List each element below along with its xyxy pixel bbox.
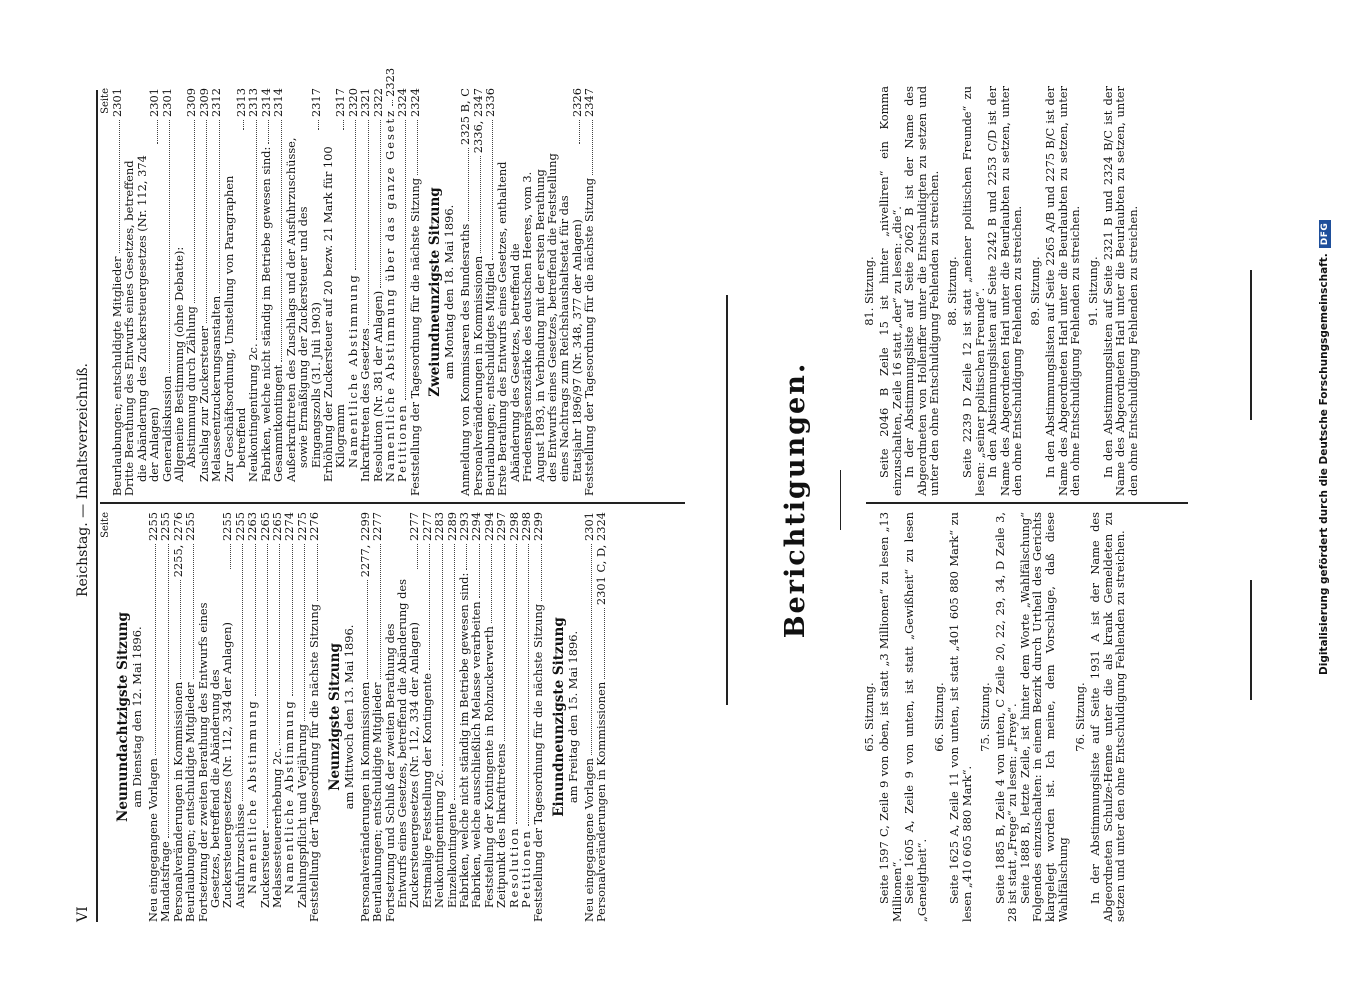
leader-dots [318,120,319,130]
correction-paragraph: In den Abstimmungslisten auf Seite 2321 B und 2324 B/C ist der Name des Abgeordneten Harl unter die Beurlaubten zu setzen, unter den ohne Entschuldigung Fehlenden zu streichen. [1100,86,1140,496]
toc-entry-page: 2255 [232,512,247,541]
toc-entry-page: 2265 [270,512,285,541]
toc-right-column [100,67,597,496]
toc-entry-page: 2255 [183,512,198,541]
toc-entry-title: Personalveränderungen in Kommissionen [594,681,609,922]
toc-entry [396,88,408,496]
toc-entry-title: Beurlaubungen; entschuldigte Mitglieder [183,682,198,922]
toc-entry [246,512,258,922]
toc-entry-page: 2293 [456,512,471,541]
toc-entry [359,88,371,496]
page-number: VI [75,906,91,922]
leader-dots [458,544,467,570]
toc-entry [532,512,544,922]
toc-entry-page: 2324 [395,88,410,117]
toc-entry-title: Neu eingegangene Vorlagen [581,758,596,922]
correction-session-heading: 75. Sitzung. [977,682,992,752]
toc-entry-page: 2313 [246,88,261,117]
corrections-left-column [858,512,1127,922]
leader-dots [198,120,207,323]
toc-entry-page: 2324 [407,88,422,117]
leader-dots [347,120,356,270]
toc-entry-title: Feststellung der Tagesordnung für die nächste Sitzung [307,603,322,922]
leader-dots [271,544,280,745]
toc-entry-title: Personalveränderungen in Kommissionen [470,255,485,496]
toc-entry-page: 2294 [481,512,496,541]
leader-dots [359,120,368,325]
leader-dots [283,544,292,696]
toc-entry-title: Fabriken, welche nicht ständig im Betriebe gewesen sind: [258,146,273,482]
toc-entry-page: 2321 [358,88,373,117]
toc-entry-title: Neu eingegangene Vorlagen [146,758,160,922]
leader-dots [343,120,344,130]
leader-dots [234,544,243,801]
toc-entry-page: 2289 [444,512,459,541]
correction-paragraph: In den Abstimmungslisten auf Seite 2265 A/B und 2275 B/C ist der Name des Abgeordneten Harl unter die Beurlaubten zu setzen, unter den ohne Entschuldigung Fehlenden zu streichen. [1042,86,1083,496]
toc-entry-page: 2313 [234,88,249,117]
leader-dots [184,544,193,680]
session-title: Zweiundneunzigste Sitzung [427,187,444,397]
correction-paragraph: Seite 1597 C, Zeile 9 von oben, ist statt „3 Millionen“ zu lesen „13 Millionen“. [877,512,904,922]
toc-entry-page: 2320 [345,88,360,117]
toc-entry-title: Petitionen [395,403,410,482]
leader-dots [508,544,517,824]
session-title: Einundneunzigste Sitzung [550,617,567,817]
corrections-heading: Berichtigungen. [780,361,811,639]
toc-entry-title: Beurlaubungen; entschuldigte Mitglieder [110,256,124,496]
toc-entry-page: 2347 [582,88,597,117]
toc-entry-title: Namentliche Abstimmung [245,699,260,894]
toc-entry-title: Fabriken, welche ausschließlich Melasse verarbeiten [469,601,484,908]
toc-entry-page: 2309 [184,88,199,117]
toc-entry-page: 2277 [419,512,434,541]
leader-dots [595,608,604,679]
bottom-rule-right [1250,270,1252,420]
toc-entry-page: 2301 C, D, 2324 [594,512,609,606]
column-divider [100,503,685,505]
toc-entry [595,512,607,922]
leader-dots [230,544,231,569]
toc-entry [583,88,595,496]
toc-entry-title: Mandatsfrage [158,841,173,922]
toc-entry-page: 2297 [494,512,509,541]
leader-dots [185,120,194,303]
toc-entry [409,88,421,496]
leader-dots [583,544,592,755]
corrections-right-column [858,86,1140,496]
toc-entry-title: Fortsetzung und Schluß der zweiten Berathung des Entwurfs eines Gesetzes, betreffend die Abänderung des Zuckersteuergesetzes (Nr. 112, 334 der Anlagen) [382,579,422,922]
leader-dots [583,120,592,175]
toc-entry [371,512,383,922]
leader-dots [520,544,529,826]
toc-entry-title: Beurlaubungen; entschuldigtes Mitglied [482,262,497,496]
leader-dots [483,544,492,623]
toc-entry-page: 2298 [518,512,533,541]
toc-entry-title: Generaldiskussion [159,375,174,482]
toc-entry [283,512,295,922]
leader-dots [308,544,317,601]
toc-entry-page: 2255 [158,512,173,541]
session-date: am Montag den 18. Mai 1896. [442,204,457,380]
toc-entry-page: 2283 [432,512,447,541]
toc-entry-title: Erhöhung der Zuckersteuer auf 20 bezw. 21 Mark für 100 Kilogramm [320,146,348,482]
toc-entry-title: Gesammtkontingent [271,364,286,482]
toc-entry-page: 2301 [581,512,596,541]
toc-entry-page: 2323 [382,67,397,97]
toc-entry-page: 2309 [196,88,211,117]
corrections-divider [866,503,1188,505]
leader-dots [243,120,244,130]
leader-dots [172,580,181,679]
toc-entry-title: Zeitpunkt des Inkrafttretens [494,743,509,908]
leader-dots [484,120,493,260]
bottom-rule-left [1250,580,1252,700]
toc-entry-list [459,88,595,496]
leader-dots [459,148,468,221]
correction-paragraph: Seite 1885 B, Zeile 4 von unten, C Zeile 20, 22, 29, 34, D Zeile 3, 28 ist statt „Frege“ zu lesen: „Freye“. [992,512,1020,922]
toc-entry-page: 2265 [257,512,272,541]
session-date: am Freitag den 15. Mai 1896. [565,630,580,804]
toc-entry [433,512,445,922]
toc-entry-title: Fabriken, welche nicht ständig im Betriebe gewesen sind: [456,572,471,908]
leader-dots [396,120,405,400]
toc-entry-title: Feststellung der Tagesordnung für die nächste Sitzung [531,603,546,922]
toc-entry [322,88,347,496]
toc-entry-title: Resolution [506,826,521,908]
toc-entry-title: Feststellung der Kontingente in Rohzuckerwerth [481,626,496,908]
toc-entry-page: 2255 [146,512,160,541]
toc-entry [247,88,259,496]
toc-entry-title: Feststellung der Tagesordnung für die nächste Sitzung [407,177,422,496]
toc-entry-page: 2314 [271,88,286,117]
toc-entry-title: Außerkrafttreten des Zuschlags und der Ausfuhrzuschüsse, sowie Ermäßigung der Zuckersteuer und des Eingangszolls (31. Juli 1903) [283,137,323,482]
toc-entry-title: Einzelkontingente [444,802,459,908]
funding-credit-text: Digitalisierung gefördert durch die Deutsche Forschungsgemeinschaft. [1318,253,1330,675]
toc-entry-page: 2299 [531,512,546,541]
toc-entry-page: 2298 [506,512,521,541]
toc-entry-page: 2277 [370,512,385,541]
correction-paragraph: Seite 1605 A, Zeile 9 von unten, ist statt „Gewißheit“ zu lesen „Genelgtheit“. [902,512,929,922]
session-title: Neunundachtzigste Sitzung [115,612,131,822]
toc-entry-page: 2322 [370,88,385,117]
session-date: am Mittwoch den 13. Mai 1896. [341,624,356,810]
running-title: Reichstag. — Inhaltsverzeichniß. [75,363,91,598]
session-date: am Dienstag den 12. Mai 1896. [130,626,144,808]
toc-entry-page: 2277 [407,512,422,541]
leader-dots [470,544,479,598]
correction-session-heading: 66. Sitzung. [932,682,947,752]
toc-entry [470,512,482,922]
toc-entry-title: Ausfuhrzuschüsse [232,803,247,908]
correction-session-heading: 81. Sitzung. [862,256,876,326]
leader-dots [495,544,504,741]
header-rule [96,90,98,922]
section-rule [726,295,728,705]
toc-entry [184,512,196,922]
leader-dots [260,120,269,144]
leader-dots [111,120,120,254]
toc-entry-page: 2314 [258,88,273,117]
toc-entry-page: 2336, 2347 [470,88,485,154]
leader-dots [259,544,268,828]
toc-entry [223,88,248,496]
seite-label: Seite [100,88,111,114]
toc-entry-title: Allgemeine Bestimmung (ohne Debatte): [172,246,187,482]
leader-dots [161,120,170,373]
toc-entry-title: Melasseentzuckerungsanstalten [209,295,224,482]
correction-session-heading: 89. Sitzung. [1027,256,1042,326]
leader-dots [532,544,541,601]
toc-entry-title: Neukontingentirung 2c. [432,769,447,908]
toc-entry-title: Zuckersteuer [257,830,272,908]
leader-dots [147,544,156,755]
leader-dots [372,120,381,288]
toc-entry-page: 2317 [308,88,323,117]
toc-entry-title: Namentliche Abstimmung [345,273,360,468]
toc-entry-list [110,67,422,496]
leader-dots [159,544,168,838]
leader-dots [359,580,368,679]
correction-session-heading: 91. Sitzung. [1085,256,1100,326]
leader-dots [409,120,418,175]
toc-entry-page: 2301 [147,88,162,117]
toc-entry-title: Namentliche Abstimmung [282,699,297,894]
leader-dots [296,544,305,721]
toc-entry-page: 2255, 2276 [170,512,185,578]
correction-paragraph: In den Abstimmungslisten auf Seite 2242 B und 2253 C/D ist der Name des Abgeordneten Harl unter die Beurlaubten zu setzen, unter den ohne Entschuldigung Fehlenden zu streichen. [985,86,1025,496]
toc-entry-title: Inkrafttreten des Gesetzes [358,328,373,482]
toc-entry-title: Anmeldung von Kommissaren des Bundesraths [458,223,473,496]
correction-session-heading: 65. Sitzung. [862,682,876,752]
toc-entry [185,88,197,496]
toc-entry-page: 2326 [569,88,584,117]
toc-entry-title: Neukontingentirung 2c. [246,343,261,482]
toc-entry [210,88,222,496]
toc-entry-list [147,512,321,922]
funding-credit [1318,220,1331,675]
toc-entry-title: Resolution (Nr. 381 der Anlagen) [370,290,385,482]
toc-entry-page: 2312 [209,88,224,117]
toc-entry-page: 2317 [333,88,348,117]
toc-entry [272,88,284,496]
toc-entry-page: 2277, 2299 [357,512,372,578]
leader-dots [371,544,380,680]
toc-entry [384,512,421,922]
toc-entry-page: 2274 [282,512,297,541]
toc-entry-title: Erste Berathung des Entwurfs eines Gesetzes, enthaltend Abänderung des Gesetzes, betreffend die Friedenspräsenzstärke des deutschen Heeres, vom 3. August 1893, in Verbindung mit der ersten Berathung des Entwurfs eines Gesetzes, betreffend die Feststellung eines Nachtrags zum Reichshaushaltsetat für das Etatsjahr 1896/97 (Nr. 348, 377 der Anlagen) [495,153,584,496]
seite-label: Seite [100,512,111,538]
toc-entry-page: 2301 [110,88,124,117]
toc-left-column [100,512,608,922]
leader-dots [157,120,158,144]
correction-session-heading: 76. Sitzung. [1073,682,1088,752]
toc-entry-page: 2301 [159,88,174,117]
toc-entry-page: 2325 B, C [458,88,473,145]
toc-entry-title: Zuschlag zur Zuckersteuer [196,326,211,482]
heading-rule [840,470,841,530]
toc-entry-title: Personalveränderungen in Kommissionen [170,681,185,922]
session-title: Neunzigste Sitzung [326,643,343,791]
toc-entry [285,88,322,496]
toc-entry-page: 2263 [245,512,260,541]
correction-paragraph: In der Abstimmungsliste auf Seite 2062 B ist der Name des Abgeordneten von Hollenffer unter die Entschuldigten zu setzen und unter den ohne Entschuldigung Fehlenden zu streichen. [902,86,942,496]
leader-dots [272,120,281,362]
toc-entry-title: Erstmalige Feststellung der Kontingente [419,673,434,908]
toc-entry-title: Personalveränderungen in Kommissionen [357,681,372,922]
leader-dots [210,120,219,293]
toc-entry-page: 2276 [307,512,322,541]
toc-entry [459,88,471,496]
leader-dots [247,120,256,340]
toc-entry [308,512,320,922]
toc-entry-title: Feststellung der Tagesordnung für die nächste Sitzung [582,177,597,496]
toc-entry-title: Namentliche Abstimmung über das ganze Gesetz [382,108,397,482]
toc-entry-title: Abstimmung durch Zählung [184,306,199,468]
toc-entry-title: Zahlungspflicht und Verjährung [294,724,309,908]
leader-dots [472,156,481,253]
toc-entry-list [583,512,608,922]
leader-dots [446,544,455,800]
toc-entry-title: Fortsetzung der zweiten Berathung des Entwurfs eines Gesetzes, betreffend die Abänderung des Zuckersteuergesetzes (Nr. 112, 334 der Anlagen) [195,602,235,922]
correction-paragraph: Seite 2046 B Zeile 15 ist hinter „nivelliren“ ein Komma einzuschalten, Zeile 16 statt „der“ zu lesen: „die“. [877,86,904,496]
toc-entry [495,512,507,922]
toc-entry-page: 2255 [220,512,235,541]
correction-session-heading: 88. Sitzung. [944,256,959,326]
toc-entry-title: Petitionen [518,829,533,908]
correction-paragraph: In der Abstimmungsliste auf Seite 1931 A ist der Name des Abgeordneten Schulze-Henne unter die als krank Gemeldeten zu setzen und unter den ohne Entschuldigung Fehlenden zu streichen. [1088,512,1128,922]
toc-entry-title: Melassesteuererhebung 2c. [270,747,285,908]
toc-entry-page: 2336 [482,88,497,117]
leader-dots [433,544,442,766]
correction-paragraph: Seite 2239 D Zeile 12 ist statt „meiner politischen Freunde“ zu lesen: „seiner politischen Freunde“. [959,86,987,496]
toc-entry [197,512,234,922]
toc-entry [123,88,160,496]
toc-entry-title: Beurlaubungen; entschuldigte Mitglieder [370,682,385,922]
toc-entry-title: Zur Geschäftsordnung, Umstellung von Paragraphen betreffend [221,175,249,482]
toc-entry-title: Dritte Berathung des Entwurfs eines Gesetzes, betreffend die Abänderung des Zuckersteuergesetzes (Nr. 112, 374 der Anlagen) [122,155,162,496]
toc-entry [496,88,583,496]
leader-dots [417,544,418,569]
leader-dots [579,120,580,144]
toc-entry-page: 2275 [294,512,309,541]
toc-entry-page: 2294 [469,512,484,541]
correction-paragraph: Seite 1888 B, letzte Zeile, ist hinter dem Worte „Wahlfälschung“ Folgendes einzuschalten: in einem Bezirk durch Urtheil des Gerichts klargelegt worden ist. Ich meine, dem Vorschlage, daß diese Wahlfälschung [1017,512,1070,922]
correction-paragraph: Seite 1625 A, Zeile 11 von unten, ist statt „401 605 880 Mark“ zu lesen „410 605 880 Mark“. [947,512,974,922]
leader-dots [384,100,393,106]
toc-entry [159,512,171,922]
toc-entry-list [359,512,545,922]
leader-dots [421,544,430,670]
leader-dots [246,544,255,696]
dfg-logo: DFG [1319,220,1331,249]
